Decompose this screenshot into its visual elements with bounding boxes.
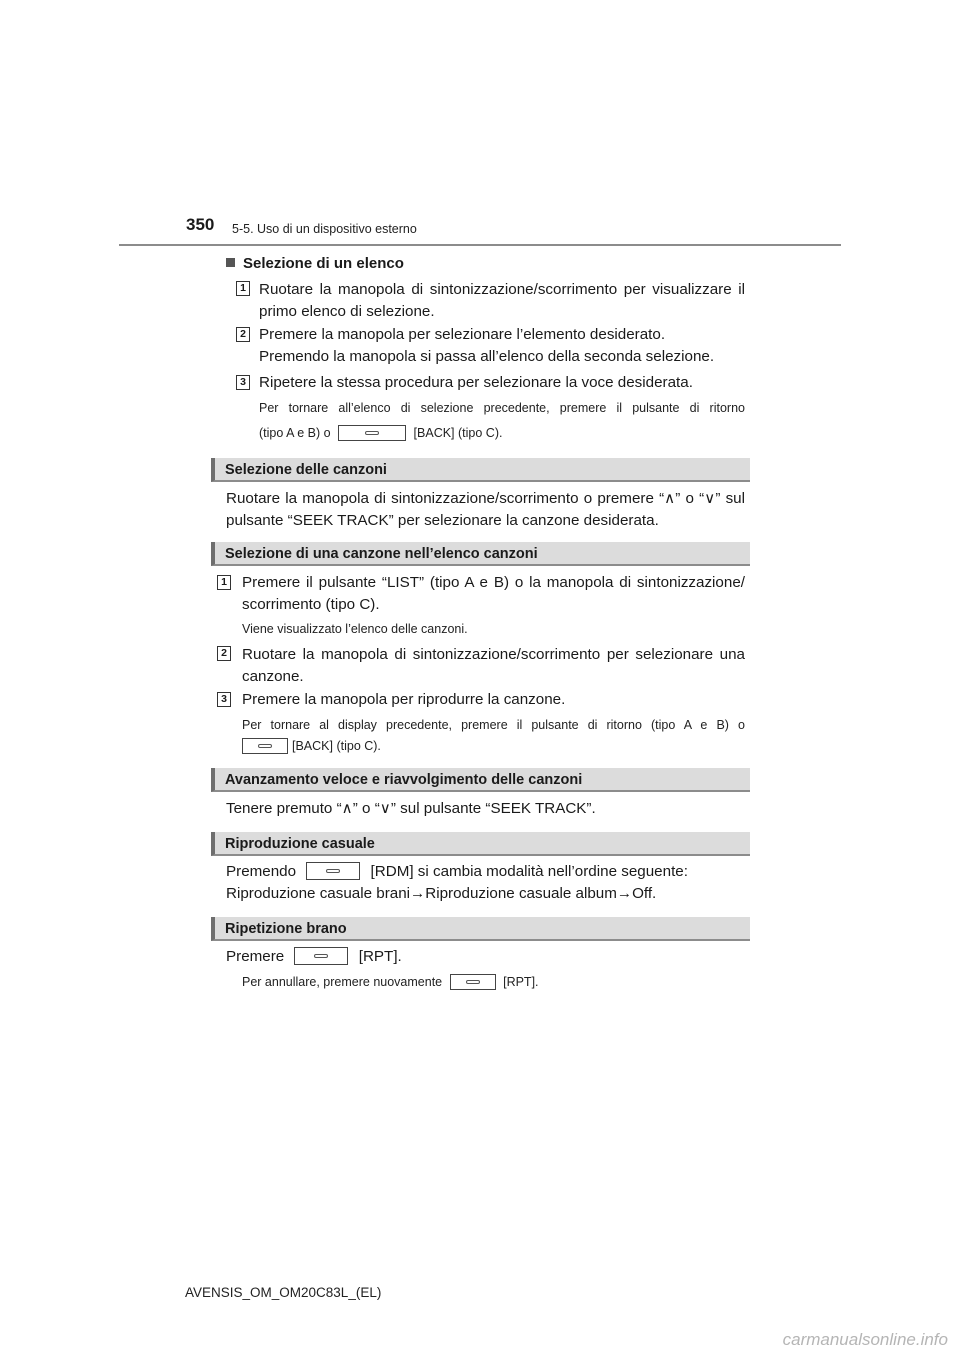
section-bar-song-selection [211, 458, 750, 482]
list-selection-title: Selezione di un elenco [243, 255, 404, 272]
back-button-icon [338, 425, 406, 441]
note-text: (tipo A e B) o [259, 426, 331, 440]
step-number-box: 1 [217, 575, 231, 590]
rpt-button-icon [294, 947, 348, 965]
section-bar-title: Selezione delle canzoni [225, 462, 387, 478]
rdm-button-icon [306, 862, 360, 880]
song-list-step2-line1: Ruotare la manopola di sintonizzazione/scorrimento per selezionare una [242, 646, 745, 663]
watermark: carmanualsonline.info [782, 1330, 948, 1349]
song-selection-line1: Ruotare la manopola di sintonizzazione/scorrimento o premere “∧” o “∨” sul [226, 490, 745, 507]
song-list-note2-line1: Per tornare al display precedente, premere il pulsante di ritorno (tipo A e B) o [242, 718, 745, 732]
note-text: [BACK] (tipo C). [413, 426, 503, 440]
random-text: Premendo [226, 863, 297, 880]
list-step2-line1: Premere la manopola per selezionare l’elemento desiderato. [259, 326, 666, 343]
back-button-icon [242, 738, 288, 754]
note-text: [BACK] (tipo C). [292, 739, 381, 753]
list-step1-line2: primo elenco di selezione. [259, 303, 435, 320]
list-selection-heading [226, 255, 404, 272]
repeat-text: Premere [226, 948, 285, 965]
step-number-box: 2 [217, 646, 231, 661]
note-text: [RPT]. [503, 975, 539, 989]
random-text: [RDM] si cambia modalità nell’ordine seguente: [370, 863, 688, 880]
header-divider [119, 244, 841, 246]
list-step1-line1: Ruotare la manopola di sintonizzazione/scorrimento per visualizzare il [259, 281, 745, 298]
section-bar-title: Ripetizione brano [225, 921, 347, 937]
song-list-step1-line1: Premere il pulsante “LIST” (tipo A e B) o la manopola di sintonizzazione/ [242, 574, 745, 591]
song-selection-line2: pulsante “SEEK TRACK” per selezionare la canzone desiderata. [226, 512, 659, 529]
section-bar-title: Selezione di una canzone nell’elenco canzoni [225, 546, 538, 562]
song-list-note1: Viene visualizzato l’elenco delle canzoni. [242, 622, 468, 636]
repeat-line1 [226, 946, 402, 968]
section-bar-repeat [211, 917, 750, 941]
random-line1 [226, 861, 688, 883]
repeat-note [242, 972, 539, 992]
list-step2-line2: Premendo la manopola si passa all’elenco della seconda selezione. [259, 348, 715, 365]
list-note-line1: Per tornare all’elenco di selezione precedente, premere il pulsante di ritorno [259, 401, 745, 415]
section-bar-random [211, 832, 750, 856]
list-note-line2 [259, 423, 502, 443]
step-number-box: 3 [217, 692, 231, 707]
step-number-box: 2 [236, 327, 250, 342]
step-number-box: 3 [236, 375, 250, 390]
song-list-step1-line2: scorrimento (tipo C). [242, 596, 380, 613]
note-text: Per annullare, premere nuovamente [242, 975, 443, 989]
document-code: AVENSIS_OM_OM20C83L_(EL) [185, 1285, 382, 1300]
section-bar-fast-forward [211, 768, 750, 792]
list-step3-text: Ripetere la stessa procedura per selezionare la voce desiderata. [259, 374, 693, 391]
step-number-box: 1 [236, 281, 250, 296]
page-number: 350 [186, 215, 215, 234]
song-list-step2-line2: canzone. [242, 668, 304, 685]
rpt-button-icon [450, 974, 496, 990]
square-bullet-icon [226, 258, 235, 267]
fast-forward-text: Tenere premuto “∧” o “∨” sul pulsante “SEEK TRACK”. [226, 800, 596, 817]
repeat-text: [RPT]. [358, 948, 402, 965]
random-line2: Riproduzione casuale brani→Riproduzione casuale album→Off. [226, 885, 657, 902]
section-bar-title: Riproduzione casuale [225, 836, 375, 852]
section-bar-song-list [211, 542, 750, 566]
song-list-step3-text: Premere la manopola per riprodurre la canzone. [242, 691, 566, 708]
section-bar-title: Avanzamento veloce e riavvolgimento delle canzoni [225, 772, 583, 788]
song-list-note2-line2 [242, 736, 381, 756]
section-title: 5-5. Uso di un dispositivo esterno [232, 222, 417, 236]
